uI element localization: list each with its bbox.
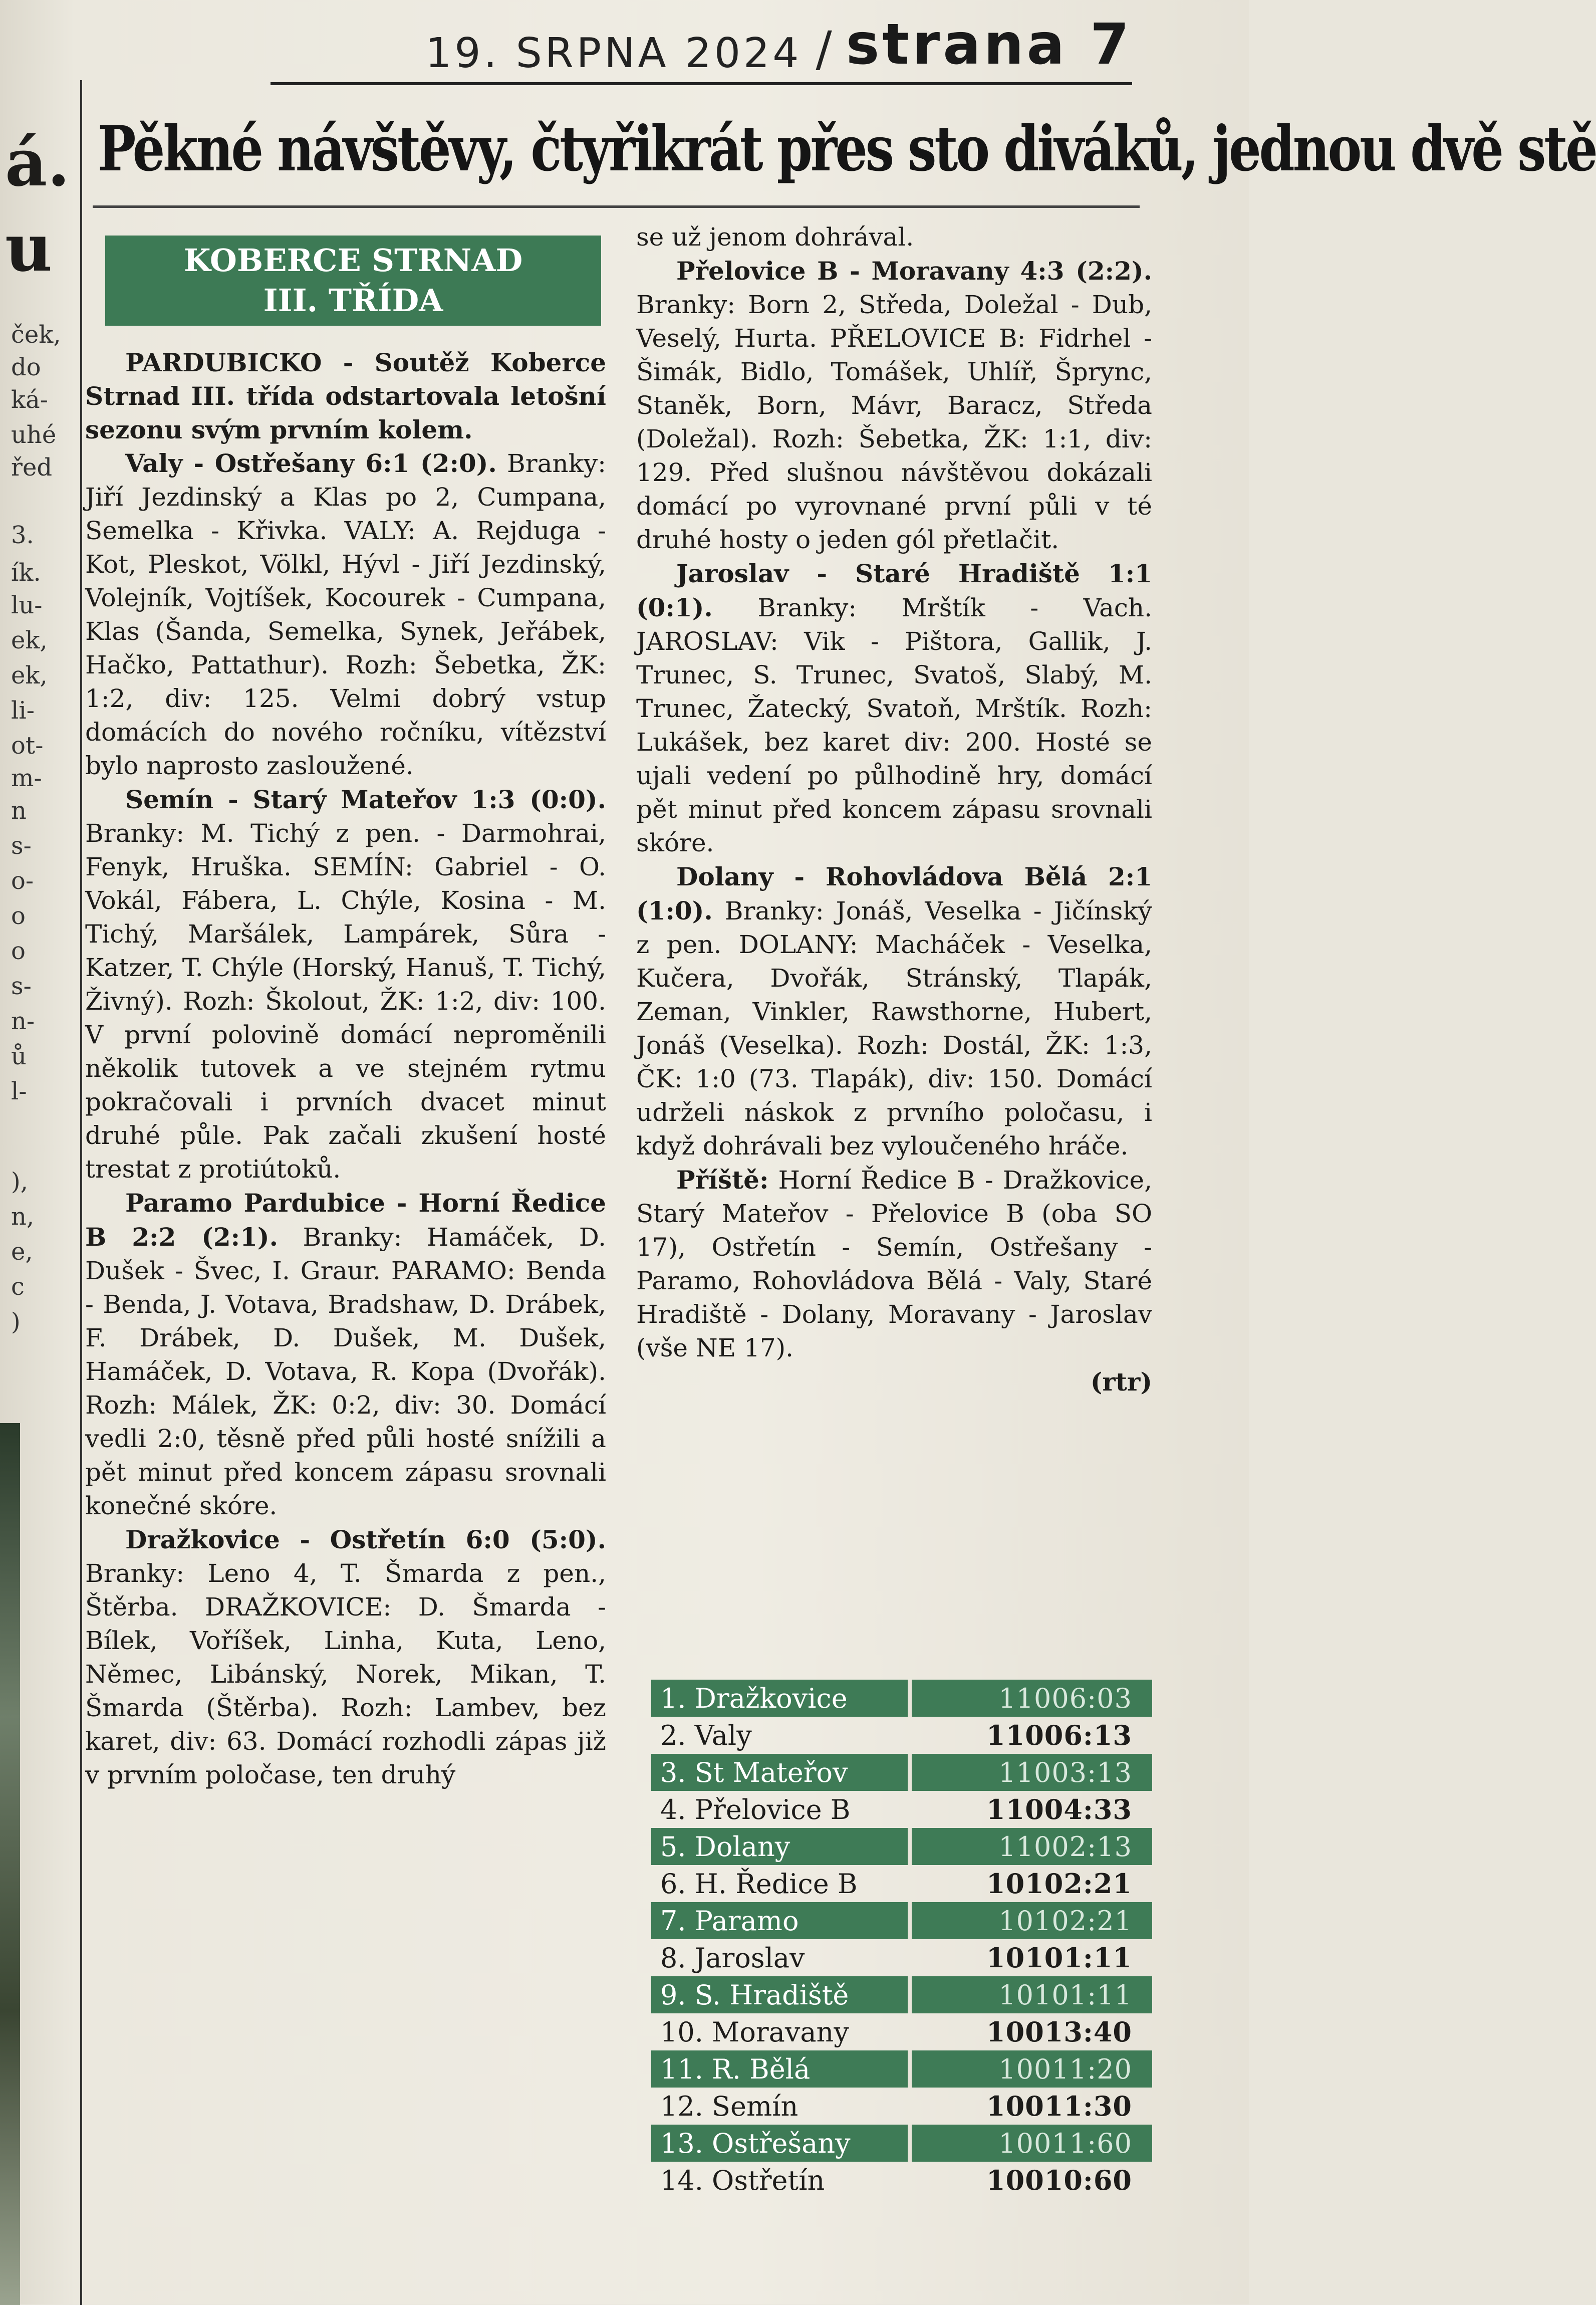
strip-text-fragment: c [11, 1273, 25, 1301]
strip-text-fragment: ek, [11, 661, 48, 689]
next-round-fixtures: Horní Ředice B - Dražkovice, Starý Mateřov - Přelovice B (oba SO 17), Ostřetín - Semín, Ostřešany - Paramo, Rohovládova Bělá - Valy, Staré Hradiště - Dolany, Moravany - Jaroslav (vše NE 17). [636, 1166, 1152, 1362]
team-name: 12. Semín [660, 2090, 799, 2122]
table-row [651, 1902, 1152, 1939]
article-headline: Pěkné návštěvy, čtyřikrát přes sto diváků, jednou dvě stě [98, 113, 1596, 185]
match-title: Semín - Starý Mateřov 1:3 (0:0). [125, 785, 606, 814]
team-stats: 11004:33 [986, 1793, 1132, 1825]
strip-text-fragment: do [11, 353, 41, 381]
strip-headline-fragment: u [5, 209, 53, 286]
team-stats: 10101:11 [986, 1942, 1132, 1974]
match-body: Branky: Hamáček, D. Dušek - Švec, I. Graur. PARAMO: Benda - Benda, J. Votava, Bradshaw, D. Drábek, F. Drábek, D. Dušek, M. Dušek, Hamáček, D. Votava, R. Kopa (Dvořák). Rozh: Málek, ŽK: 0:2, div: 30. Domácí vedli 2:0, těsně před půli hosté snížili a pět minut před koncem zápasu srovnali konečné skóre. [85, 1223, 606, 1520]
match-body: Branky: Leno 4, T. Šmarda z pen., Štěrba. DRAŽKOVICE: D. Šmarda - Bílek, Voříšek, Linha, Kuta, Leno, Němec, Libánský, Norek, Mikan, T. Šmarda (Štěrba). Rozh: Lambev, bez karet, div: 63. Domácí rozhodli zápas již v prvním poločase, ten druhý [85, 1559, 606, 1789]
match-report [85, 1523, 606, 1792]
strip-text-fragment: uhé [11, 421, 57, 449]
team-stats: 11006:03 [998, 1682, 1132, 1714]
next-round [636, 1163, 1152, 1365]
strip-text-fragment: řed [11, 453, 53, 482]
match-title: Dražkovice - Ostřetín 6:0 (5:0). [125, 1525, 606, 1554]
strip-text-fragment: s- [11, 832, 32, 860]
match-body: Branky: Born 2, Středa, Doležal - Dub, Veselý, Hurta. PŘELOVICE B: Fidrhel - Šimák, Bidlo, Tomášek, Uhlíř, Šprync, Staněk, Born, Mávr, Baracz, Středa (Doležal). Rozh: Šebetka, ŽK: 1:1, div: 129. Před slušnou návštěvou dokázali domácí po vyrovnané první půli v té druhé hosty o jeden gól přetlačit. [636, 290, 1152, 554]
match-title: Valy - Ostřešany 6:1 (2:0). [125, 448, 497, 478]
previous-page-strip [0, 80, 82, 2305]
section-label-box [105, 236, 601, 326]
team-name: 3. St Mateřov [651, 1754, 912, 1791]
strip-text-fragment: n, [11, 1203, 35, 1231]
match-title: Dolany - Rohovládova Bělá 2:1 (1:0). [636, 862, 1152, 926]
article-column-1 [85, 236, 606, 1792]
match-body: Branky: M. Tichý z pen. - Darmohrai, Fenyk, Hruška. SEMÍN: Gabriel - O. Vokál, Fábera, L. Chýle, Kosina - M. Tichý, Maršálek, Lampárek, Sůra - Katzer, T. Chýle (Horský, Hanuš, T. Tichý, Živný). Rozh: Školout, ŽK: 1:2, div: 100. V první polovině domácí neproměnili několik tutovek a ve stejném rytmu pokračovali i prvních dvacet minut druhé půle. Pak začali zkušení hosté trestat z protiútoků. [85, 819, 606, 1184]
team-stats: 10010:60 [986, 2164, 1132, 2196]
strip-text-fragment: ) [11, 1308, 21, 1336]
team-stats: 10101:11 [998, 1979, 1132, 2011]
table-row [651, 1865, 1152, 1902]
team-stats: 10013:40 [986, 2016, 1132, 2048]
strip-text-fragment: s- [11, 972, 32, 1000]
match-body: Branky: Jiří Jezdinský a Klas po 2, Cumpana, Semelka - Křivka. VALY: A. Rejduga - Kot, Pleskot, Völkl, Hývl - Jiří Jezdinský, Volejník, Vojtíšek, Kocourek - Cumpana, Klas (Šanda, Semelka, Synek, Jeřábek, Hačko, Pattathur). Rozh: Šebetka, ŽK: 1:2, div: 125. Velmi dobrý vstup domácích do nového ročníku, vítězství bylo naprosto zasloužené. [85, 449, 606, 780]
strip-text-fragment: e, [11, 1238, 33, 1266]
team-stats: 10102:21 [986, 1868, 1132, 1900]
headline-rule [93, 205, 1140, 208]
page-number: strana 7 [846, 12, 1132, 77]
match-report [636, 254, 1152, 557]
section-label-line: III. TŘÍDA [263, 282, 443, 319]
strip-text-fragment: o [11, 937, 26, 965]
strip-text-fragment: l- [11, 1077, 27, 1105]
team-name: 10. Moravany [660, 2016, 849, 2048]
strip-text-fragment: lu- [11, 591, 43, 619]
section-label-line: KOBERCE STRNAD [183, 242, 523, 279]
issue-date: 19. SRPNA 2024 [425, 30, 802, 77]
team-stats: 11006:13 [986, 1719, 1132, 1751]
team-name: 7. Paramo [651, 1902, 912, 1939]
strip-text-fragment: ek, [11, 626, 48, 654]
strip-photo-edge [0, 1423, 20, 2305]
match-report [636, 860, 1152, 1163]
strip-text-fragment: n [11, 797, 27, 825]
team-name: 11. R. Bělá [651, 2050, 912, 2088]
continued-text: se už jenom dohrával. [636, 222, 914, 252]
strip-text-fragment: m- [11, 764, 42, 792]
strip-text-fragment: ů [11, 1042, 27, 1070]
table-row [651, 1717, 1152, 1754]
team-name: 14. Ostřetín [660, 2164, 825, 2196]
article-lead: PARDUBICKO - Soutěž Koberce Strnad III. třída odstartovala letošní sezonu svým prvním kolem. [85, 348, 606, 444]
team-name: 4. Přelovice B [660, 1793, 851, 1825]
table-row [651, 2050, 1152, 2088]
strip-text-fragment: ), [11, 1168, 28, 1196]
table-row [651, 2125, 1152, 2162]
match-title: Paramo Pardubice - Horní Ředice B 2:2 (2:1). [85, 1188, 606, 1252]
team-name: 13. Ostřešany [651, 2125, 912, 2162]
team-name: 1. Dražkovice [651, 1680, 912, 1717]
strip-text-fragment: ot- [11, 732, 44, 760]
table-row [651, 1754, 1152, 1791]
table-row [651, 1680, 1152, 1717]
match-body: Branky: Jonáš, Veselka - Jičínský z pen. DOLANY: Macháček - Veselka, Kučera, Dvořák, Stránský, Tlapák, Zeman, Vinkler, Rawsthorne, Hubert, Jonáš (Veselka). Rozh: Dostál, ŽK: 1:3, ČK: 1:0 (73. Tlapák), div: 150. Domácí udrželi náskok z prvního poločasu, i když dohrávali bez vyloučeného hráče. [636, 896, 1152, 1161]
strip-text-fragment: o [11, 902, 26, 930]
strip-text-fragment: 3. [11, 521, 34, 549]
table-row [651, 2088, 1152, 2125]
next-round-label: Příště: [676, 1165, 769, 1195]
table-row [651, 1939, 1152, 1976]
match-report [636, 557, 1152, 860]
team-stats: 11003:13 [998, 1756, 1132, 1788]
match-report [85, 446, 606, 783]
match-body: Branky: Mrštík - Vach. JAROSLAV: Vik - Pištora, Gallik, J. Trunec, S. Trunec, Svatoš, Slabý, M. Trunec, Žatecký, Svatoň, Mrštík. Rozh: Lukášek, bez karet div: 200. Hosté se ujali vedení po půlhodině hry, domácí pět minut před koncem zápasu srovnali skóre. [636, 593, 1152, 857]
table-row [651, 2162, 1152, 2199]
table-row [651, 1791, 1152, 1828]
match-title: Přelovice B - Moravany 4:3 (2:2). [676, 256, 1152, 286]
team-name: 6. H. Ředice B [660, 1868, 858, 1900]
team-stats: 10011:60 [998, 2127, 1132, 2159]
strip-text-fragment: ká- [11, 386, 48, 414]
team-name: 2. Valy [660, 1719, 752, 1751]
team-stats: 10102:21 [998, 1905, 1132, 1937]
table-row [651, 2013, 1152, 2050]
team-stats: 10011:30 [986, 2090, 1132, 2122]
team-name: 8. Jaroslav [660, 1942, 805, 1974]
table-row [651, 1976, 1152, 2013]
page-header [271, 12, 1132, 85]
article-column-2 [636, 220, 1152, 1399]
strip-text-fragment: ík. [11, 559, 41, 587]
strip-text-fragment: n- [11, 1007, 35, 1035]
match-title: Jaroslav - Staré Hradiště 1:1 (0:1). [636, 559, 1152, 622]
league-table [651, 1680, 1152, 2199]
match-report [85, 1186, 606, 1523]
strip-text-fragment: li- [11, 697, 35, 725]
match-report [85, 783, 606, 1186]
strip-text-fragment: ček, [11, 321, 61, 349]
team-stats: 11002:13 [998, 1830, 1132, 1863]
strip-text-fragment: o- [11, 867, 34, 895]
header-separator: / [816, 21, 832, 77]
team-name: 9. S. Hradiště [651, 1976, 912, 2013]
team-name: 5. Dolany [651, 1828, 912, 1865]
author-signature: (rtr) [1090, 1367, 1152, 1397]
table-row [651, 1828, 1152, 1865]
team-stats: 10011:20 [998, 2053, 1132, 2085]
strip-headline-fragment: á. [5, 124, 70, 201]
